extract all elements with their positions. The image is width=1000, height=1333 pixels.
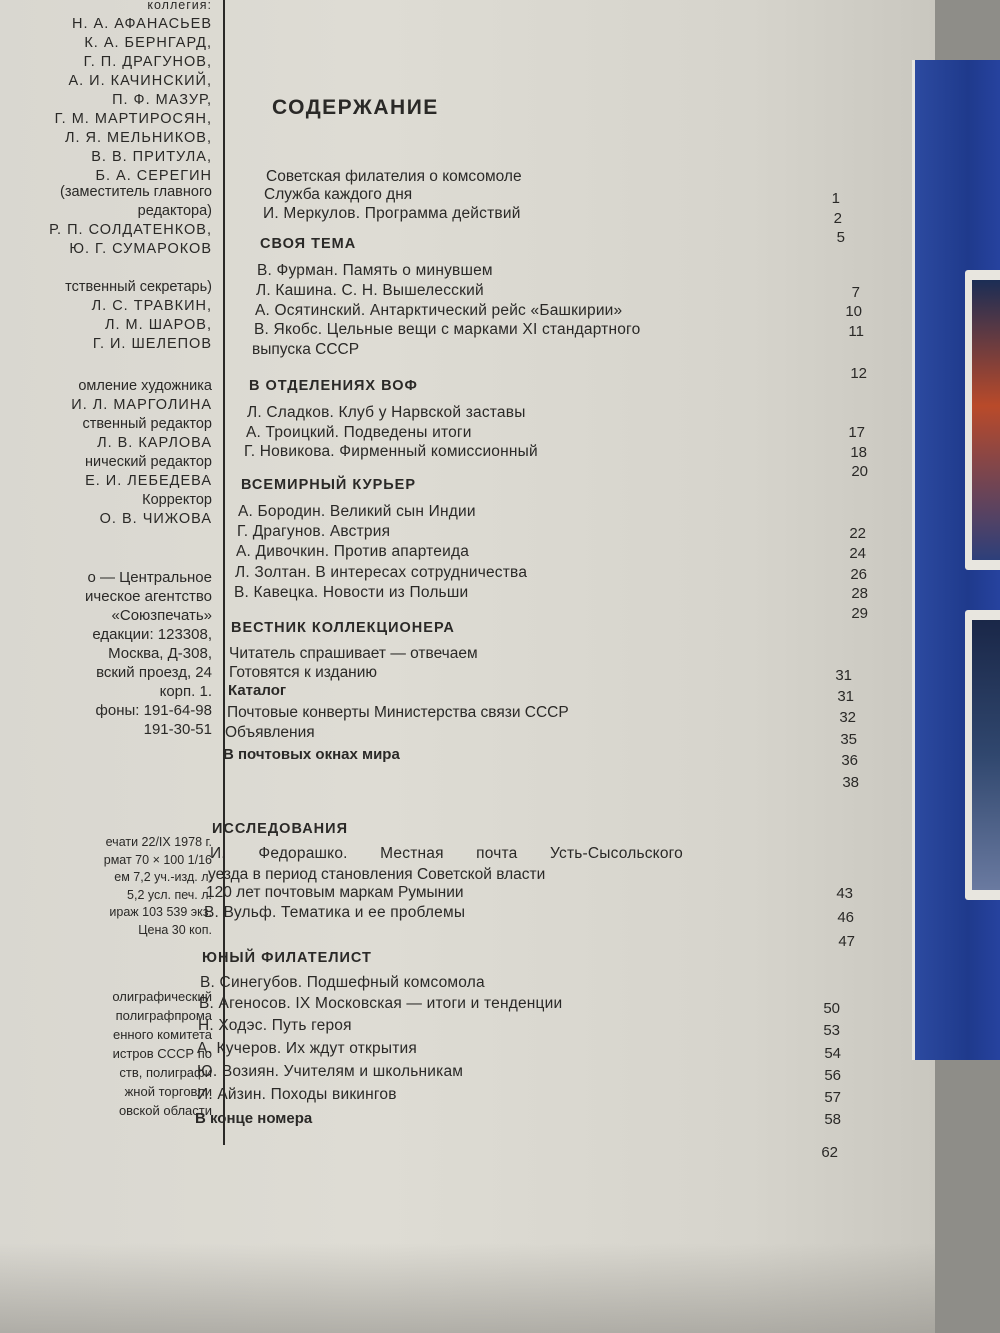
board-member: П. Ф. МАЗУР, (112, 92, 212, 108)
page-number: 10 (845, 303, 862, 320)
publisher-line: о — Центральное (87, 569, 212, 586)
staff-name: О. В. ЧИЖОВА (99, 511, 212, 527)
page-number: 46 (837, 909, 854, 926)
page-number: 57 (824, 1089, 841, 1106)
staff-name: Л. В. КАРЛОВА (97, 435, 212, 451)
board-member: В. В. ПРИТУЛА, (91, 149, 212, 165)
page-number: 26 (850, 566, 867, 583)
staff-role: Корректор (142, 492, 212, 508)
secretary-role: тственный секретарь) (65, 279, 212, 295)
board-member: Л. Я. МЕЛЬНИКОВ, (64, 130, 212, 146)
page-number: 54 (824, 1045, 841, 1062)
imprint-line: ираж 103 539 экз. (109, 905, 212, 919)
printer-line: жной торговли (124, 1084, 212, 1099)
page-number: 5 (836, 229, 845, 246)
staff-role: нический редактор (85, 454, 212, 470)
toc-section-heading: ВСЕМИРНЫЙ КУРЬЕР (241, 477, 417, 493)
board-member: К. А. БЕРНГАРД, (84, 35, 212, 51)
secretary-name: Л. М. ШАРОВ, (104, 317, 212, 333)
board-member: Б. А. СЕРЕГИН (95, 168, 212, 184)
page-number: 12 (850, 365, 867, 382)
toc-entry: Л. Золтан. В интересах сотрудничества (235, 564, 528, 581)
toc-entry: А. Кучеров. Их ждут открытия (197, 1040, 417, 1057)
toc-entry: В. Вульф. Тематика и ее проблемы (204, 904, 466, 921)
page-number: 7 (851, 284, 860, 301)
toc-section-heading: ВЕСТНИК КОЛЛЕКЦИОНЕРА (231, 620, 455, 636)
page-number: 62 (821, 1144, 838, 1161)
page-number: 36 (841, 752, 858, 769)
deputy-editors (0, 183, 212, 259)
page-number: 20 (851, 463, 868, 480)
editorial-board (0, 0, 212, 186)
page-number: 29 (851, 605, 868, 622)
publisher-line: едакции: 123308, (92, 626, 212, 643)
staff-role: омление художника (78, 378, 212, 394)
toc-entry: И. Федорашко. Местная почта Усть-Сысольского (210, 845, 683, 862)
imprint-line: ем 7,2 уч.-изд. л. (114, 870, 212, 884)
toc-entry: А. Троицкий. Подведены итоги (246, 424, 472, 441)
toc-section-heading: ЮНЫЙ ФИЛАТЕЛИСТ (202, 950, 372, 966)
page-number: 32 (839, 709, 856, 726)
page-number: 11 (848, 323, 864, 340)
page-number: 38 (842, 774, 859, 791)
toc-entry: И. Меркулов. Программа действий (263, 205, 521, 222)
toc-entry: Н. Ходэс. Путь героя (198, 1017, 352, 1034)
page-number: 17 (848, 424, 865, 441)
publisher-line: вский проезд, 24 (96, 664, 212, 681)
page-number: 28 (851, 585, 868, 602)
print-imprint (0, 834, 212, 939)
page-number: 43 (836, 885, 853, 902)
printer-line: олиграфический (112, 989, 212, 1004)
page-number: 58 (824, 1111, 841, 1128)
imprint-line: ечати 22/IX 1978 г. (105, 835, 212, 849)
imprint-line: рмат 70 × 100 1/16 (103, 852, 212, 867)
page-number: 50 (823, 1000, 840, 1017)
toc-entry: уезда в период становления Советской власти (208, 866, 546, 883)
board-member: Н. А. АФАНАСЬЕВ (72, 16, 212, 32)
toc-entry: Читатель спрашивает — отвечаем (229, 645, 478, 662)
toc-entry: Служба каждого дня (264, 186, 413, 203)
board-member: А. И. КАЧИНСКИЙ, (68, 73, 212, 89)
toc-entry: Готовятся к изданию (229, 664, 378, 681)
toc-entry: А. Дивочкин. Против апартеида (236, 543, 470, 560)
toc-entry: В. Фурман. Память о минувшем (257, 262, 493, 279)
secretary-name: Л. С. ТРАВКИН, (91, 298, 212, 314)
publisher-line: корп. 1. (159, 683, 212, 700)
publisher-line: «Союзпечать» (111, 607, 212, 624)
toc-subsection: В почтовых окнах мира (223, 746, 400, 763)
deputy-role: (заместитель главного (60, 184, 212, 200)
page-number: 35 (840, 731, 857, 748)
publisher-line: 191-30-51 (143, 721, 212, 738)
page-number: 53 (823, 1022, 840, 1039)
staff (0, 377, 212, 529)
page-number: 56 (824, 1067, 841, 1084)
toc-entry: Ю. Возиян. Учителям и школьникам (197, 1063, 464, 1080)
printer-line: полиграфпрома (115, 1008, 212, 1023)
printer-line: истров СССР по (112, 1046, 212, 1061)
board-heading: коллегия: (147, 0, 212, 12)
toc-entry: Объявления (225, 724, 315, 741)
toc-section-heading: СВОЯ ТЕМА (260, 236, 357, 252)
printer-line: овской области (118, 1103, 212, 1118)
board-member: Г. П. ДРАГУНОВ, (83, 54, 212, 70)
toc-entry: 120 лет почтовым маркам Румынии (206, 884, 464, 901)
toc-entry: Г. Драгунов. Австрия (237, 523, 391, 540)
toc-entry: Л. Сладков. Клуб у Нарвской заставы (247, 404, 526, 421)
toc-entry: В. Якобс. Цельные вещи с марками XI стандартного (254, 321, 641, 338)
staff-role: ственный редактор (82, 416, 212, 432)
page-number: 47 (838, 933, 855, 950)
page-number: 2 (833, 210, 842, 227)
page-number: 31 (837, 688, 854, 705)
printer-info (0, 987, 212, 1120)
toc-entry: выпуска СССР (252, 341, 360, 358)
imprint-line: Цена 30 коп. (138, 922, 212, 937)
publisher-line: ическое агентство (85, 588, 212, 605)
publisher-address (0, 568, 212, 739)
page-number: 18 (850, 444, 867, 461)
toc-entry: В. Синегубов. Подшефный комсомола (200, 974, 485, 991)
printer-line: енного комитета (112, 1027, 212, 1042)
page-number: 1 (831, 190, 840, 207)
toc-title: СОДЕРЖАНИЕ (272, 96, 439, 119)
toc-subsection: В конце номера (195, 1110, 313, 1127)
staff-name: И. Л. МАРГОЛИНА (71, 397, 212, 413)
toc-entry: А. Осятинский. Антарктический рейс «Башкирии» (255, 302, 623, 319)
toc-subsection: Каталог (228, 682, 287, 699)
toc-entry: И. Айзин. Походы викингов (197, 1086, 397, 1103)
staff-name: Е. И. ЛЕБЕДЕВА (85, 473, 212, 489)
page-number: 31 (835, 667, 852, 684)
page-number: 22 (849, 525, 866, 542)
secretaries (0, 278, 212, 354)
printer-line: ств, полиграфи (119, 1065, 212, 1080)
imprint-line: 5,2 усл. печ. л. (127, 887, 212, 902)
board-member: Г. М. МАРТИРОСЯН, (54, 111, 212, 127)
deputy-role: редактора) (137, 203, 212, 219)
deputy-name: Ю. Г. СУМАРОКОВ (69, 241, 212, 257)
toc-entry: В. Агеносов. IX Московская — итоги и тенденции (199, 995, 563, 1012)
publisher-line: фоны: 191-64-98 (95, 702, 212, 719)
stamp-image (965, 270, 1000, 570)
toc-section-heading: ИССЛЕДОВАНИЯ (212, 821, 348, 837)
toc-entry: В. Кавецка. Новости из Польши (234, 584, 469, 601)
stamp-image (965, 610, 1000, 900)
toc-entry: А. Бородин. Великий сын Индии (238, 503, 476, 520)
page-number: 24 (849, 545, 866, 562)
secretary-name: Г. И. ШЕЛЕПОВ (92, 336, 212, 352)
page-shadow (0, 1243, 935, 1333)
toc-entry: Советская филателия о комсомоле (266, 168, 522, 185)
deputy-name: Р. П. СОЛДАТЕНКОВ, (49, 222, 212, 238)
toc-entry: Почтовые конверты Министерства связи СССР (227, 704, 569, 721)
toc-entry: Г. Новикова. Фирменный комиссионный (244, 443, 538, 460)
toc-entry: Л. Кашина. С. Н. Вышелесский (256, 282, 484, 299)
publisher-line: Москва, Д-308, (108, 645, 212, 662)
toc-section-heading: В ОТДЕЛЕНИЯХ ВОФ (249, 378, 418, 394)
